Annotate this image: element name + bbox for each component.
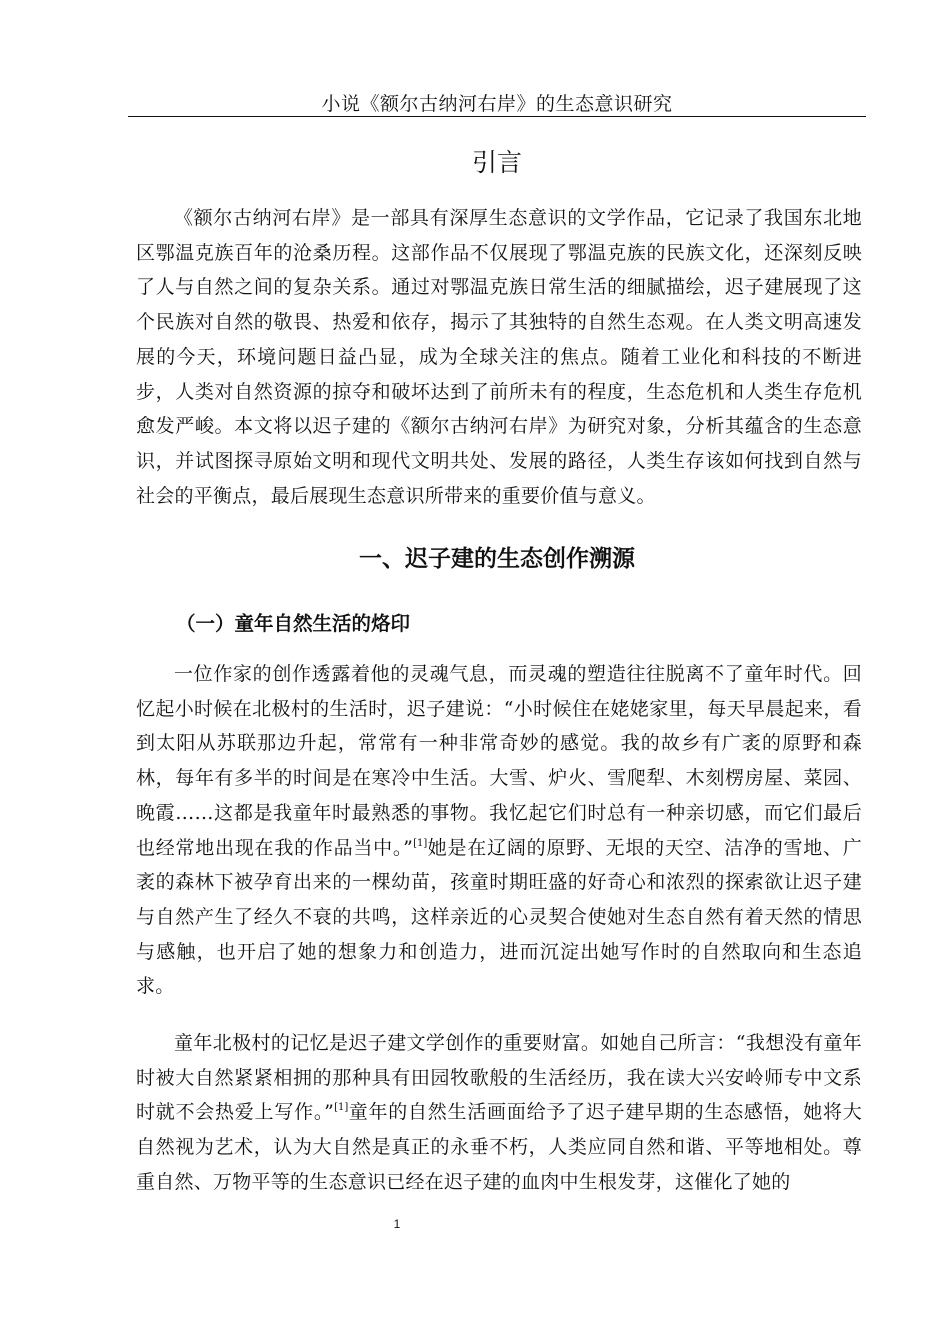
- section-heading: 一、迟子建的生态创作溯源: [359, 546, 635, 572]
- citation-ref-1[interactable]: [1]: [413, 837, 428, 849]
- body-paragraph-1-text-b: 她是在辽阔的原野、无垠的天空、洁净的雪地、广袤的森林下被孕育出来的一棵幼苗，孩童时期旺盛的好奇心和浓烈的探索欲让迟子建与自然产生了经久不衰的共鸣，这样亲近的心灵契合使她对生态自然有着天然的情思与感触，也开启了她的想象力和创造力，进而沉淀出她写作时的自然取向和生态追求。: [136, 836, 862, 998]
- body-paragraph-2: [136, 1026, 862, 1200]
- body-paragraph-1-text-a: 一位作家的创作透露着他的灵魂气息，而灵魂的塑造往往脱离不了童年时代。回忆起小时候在北极村的生活时，迟子建说：“小时候住在姥姥家里，每天早晨起来，看到太阳从苏联那边升起，常常有一种非常奇妙的感觉。我的故乡有广袤的原野和森林，每年有多半的时间是在寒冷中生活。大雪、炉火、雪爬犁、木刻楞房屋、菜园、晚霞……这都是我童年时最熟悉的事物。我忆起它们时总有一种亲切感，而它们最后也经常地出现在我的作品当中。”: [136, 663, 862, 859]
- subsection-heading: （一）童年自然生活的烙印: [176, 612, 411, 635]
- intro-paragraph: 《额尔古纳河右岸》是一部具有深厚生态意识的文学作品，它记录了我国东北地区鄂温克族百年的沧桑历程。这部作品不仅展现了鄂温克族的民族文化，还深刻反映了人与自然之间的复杂关系。通过对鄂温克族日常生活的细腻描绘，迟子建展现了这个民族对自然的敬畏、热爱和依存，揭示了其独特的自然生态观。在人类文明高速发展的今天，环境问题日益凸显，成为全球关注的焦点。随着工业化和科技的不断进步，人类对自然资源的掠夺和破坏达到了前所未有的程度，生态危机和人类生存危机愈发严峻。本文将以迟子建的《额尔古纳河右岸》为研究对象，分析其蕴含的生态意识，并试图探寻原始文明和现代文明共处、发展的路径，人类生存该如何找到自然与社会的平衡点，最后展现生态意识所带来的重要价值与意义。: [136, 207, 862, 507]
- body-paragraph-2-text-b: 童年的自然生活画面给予了迟子建早期的生态感悟，她将大自然视为艺术，认为大自然是真正的永垂不朽，人类应同自然和谐、平等地相处。尊重自然、万物平等的生态意识已经在迟子建的血肉中生根发芽，这催化了她的: [136, 1101, 862, 1193]
- running-header: 小说《额尔古纳河右岸》的生态意识研究: [321, 93, 673, 115]
- page-number: 1: [393, 1217, 401, 1231]
- intro-title: 引言: [471, 148, 522, 177]
- body-paragraph-1: [136, 657, 862, 1004]
- citation-ref-2[interactable]: [1]: [334, 1102, 349, 1114]
- body-paragraph-2-text-a: 童年北极村的记忆是迟子建文学创作的重要财富。如她自己所言：“我想没有童年时被大自然紧紧相拥的那种具有田园牧歌般的生活经历，我在读大兴安岭师专中文系时就不会热爱上写作。”: [136, 1032, 862, 1124]
- header-divider: [128, 116, 866, 117]
